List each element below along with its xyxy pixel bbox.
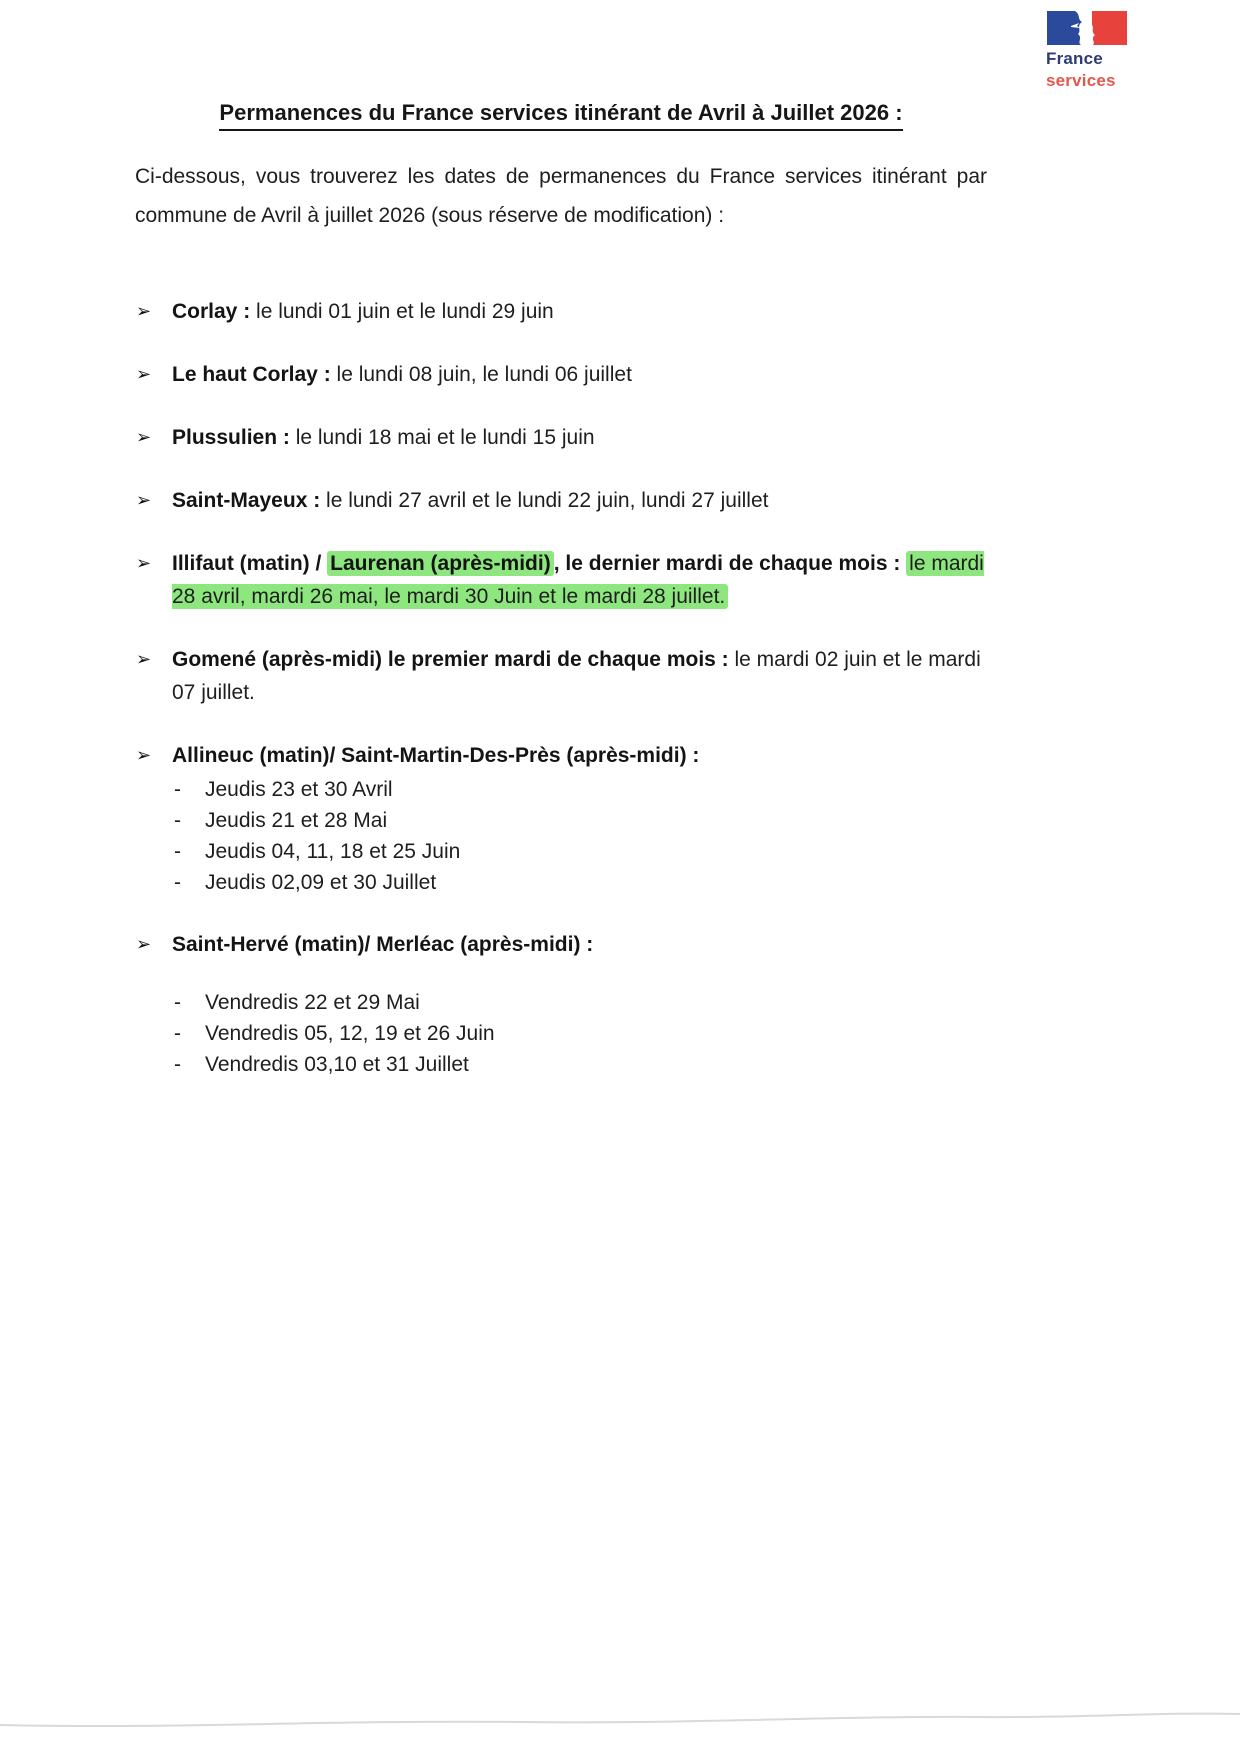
sublist-item	[172, 1049, 987, 1080]
recurrence-text: , le dernier mardi de chaque mois :	[553, 552, 907, 575]
commune-dates: le mardi 02 juin et le mardi 07 juillet.	[172, 648, 981, 704]
dash-bullet-icon: -	[174, 1053, 181, 1076]
sublist-item	[172, 867, 987, 898]
scan-edge-artifact	[0, 1700, 1240, 1740]
commune-name: Saint-Mayeux :	[172, 489, 321, 512]
dash-bullet-icon: -	[174, 1022, 181, 1045]
arrow-bullet-icon: ➢	[136, 427, 152, 447]
commune-name: Illifaut (matin) /	[172, 552, 328, 575]
dash-bullet-icon: -	[174, 840, 181, 863]
list-item-saint-mayeux	[135, 484, 987, 517]
commune-name: Corlay :	[172, 300, 251, 323]
arrow-bullet-icon: ➢	[136, 934, 152, 954]
sublist-date: Jeudis 23 et 30 Avril	[205, 778, 393, 801]
arrow-bullet-icon: ➢	[136, 364, 152, 384]
dash-bullet-icon: -	[174, 809, 181, 832]
logo-text-france: France	[1046, 49, 1103, 68]
sublist-date: Vendredis 22 et 29 Mai	[205, 991, 420, 1014]
dash-bullet-icon: -	[174, 991, 181, 1014]
dash-bullet-icon: -	[174, 871, 181, 894]
sublist-item	[172, 1018, 987, 1049]
arrow-bullet-icon: ➢	[136, 745, 152, 765]
arrow-bullet-icon: ➢	[136, 301, 152, 321]
sublist-date: Vendredis 03,10 et 31 Juillet	[205, 1053, 469, 1076]
date-sublist	[172, 987, 987, 1080]
date-sublist	[172, 774, 987, 898]
commune-name: Le haut Corlay :	[172, 363, 331, 386]
list-item-haut-corlay	[135, 358, 987, 391]
list-item-plussulien	[135, 421, 987, 454]
logo-text-services: services	[1046, 71, 1116, 90]
sublist-date: Jeudis 21 et 28 Mai	[205, 809, 388, 832]
commune-name: Allineuc (matin)/ Saint-Martin-Des-Près (après-midi) :	[172, 744, 700, 767]
sublist-item	[172, 836, 987, 867]
dash-bullet-icon: -	[174, 778, 181, 801]
commune-name-highlighted: Laurenan (après-midi)	[327, 551, 554, 576]
list-item-allineuc-saint-martin	[135, 739, 987, 898]
arrow-bullet-icon: ➢	[136, 649, 152, 669]
commune-name: Saint-Hervé (matin)/ Merléac (après-midi) :	[172, 933, 594, 956]
sublist-date: Vendredis 05, 12, 19 et 26 Juin	[205, 1022, 495, 1045]
sublist-item	[172, 987, 987, 1018]
commune-name: Gomené (après-midi) le premier mardi de chaque mois :	[172, 648, 729, 671]
document-content	[135, 100, 987, 1110]
list-item-gomene	[135, 643, 987, 709]
sublist-date: Jeudis 04, 11, 18 et 25 Juin	[205, 840, 461, 863]
commune-dates: le lundi 01 juin et le lundi 29 juin	[250, 300, 554, 323]
france-services-logo	[1046, 10, 1136, 90]
sublist-item	[172, 774, 987, 805]
commune-dates: le lundi 18 mai et le lundi 15 juin	[289, 426, 595, 449]
sublist-item	[172, 805, 987, 836]
france-services-flag-icon	[1046, 10, 1128, 46]
sublist-date: Jeudis 02,09 et 30 Juillet	[205, 871, 437, 894]
list-item-saint-herve-merleac	[135, 928, 987, 1080]
arrow-bullet-icon: ➢	[136, 553, 152, 573]
commune-name: Plussulien :	[172, 426, 290, 449]
intro-paragraph: Ci-dessous, vous trouverez les dates de permanences du France services itinérant par commune de Avril à juillet 2026 (sous réserve de modification) :	[135, 165, 987, 227]
commune-dates-highlighted: le mardi 28 avril, mardi 26 mai, le mardi 30 Juin et le mardi 28 juillet.	[172, 552, 984, 608]
commune-dates: le lundi 08 juin, le lundi 06 juillet	[330, 363, 632, 386]
document-title: Permanences du France services itinérant de Avril à Juillet 2026 :	[219, 100, 902, 131]
commune-dates: le lundi 27 avril et le lundi 22 juin, lundi 27 juillet	[320, 489, 769, 512]
list-item-corlay	[135, 295, 987, 328]
list-item-illifaut-laurenan	[135, 547, 987, 613]
arrow-bullet-icon: ➢	[136, 490, 152, 510]
